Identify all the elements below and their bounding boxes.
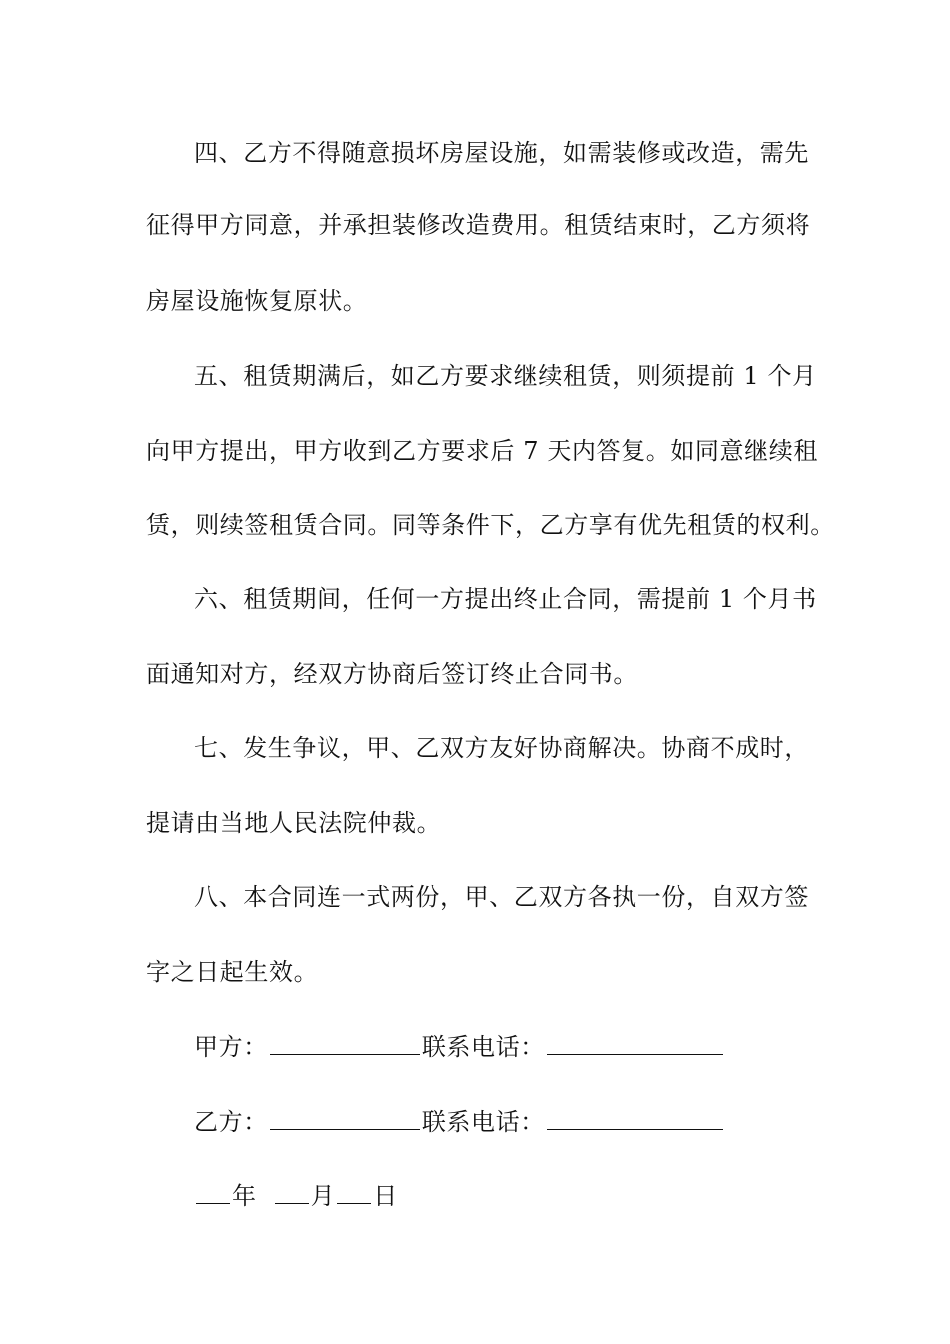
year-label: 年 <box>232 1182 257 1210</box>
day-blank[interactable] <box>337 1181 371 1204</box>
party-b-name-blank[interactable] <box>270 1107 420 1130</box>
clause-8-line-2: 字之日起生效。 <box>146 958 319 986</box>
clause-4-line-1: 四、乙方不得随意损坏房屋设施，如需装修或改造，需先 <box>194 139 809 167</box>
clause-7-line-2: 提请由当地人民法院仲裁。 <box>146 809 442 837</box>
clause-6-line-1: 六、租赁期间，任何一方提出终止合同，需提前 1 个月书 <box>194 585 817 613</box>
clause-5-line-3: 赁，则续签租赁合同。同等条件下，乙方享有优先租赁的权利。 <box>146 511 835 539</box>
clause-5-line-1: 五、租赁期满后，如乙方要求继续租赁，则须提前 1 个月 <box>194 362 817 390</box>
clause-8-line-1: 八、本合同连一式两份，甲、乙双方各执一份，自双方签 <box>194 883 809 911</box>
month-blank[interactable] <box>275 1181 309 1204</box>
clause-6-line-2: 面通知对方，经双方协商后签订终止合同书。 <box>146 660 638 688</box>
date-row <box>194 1178 806 1214</box>
party-b-phone-blank[interactable] <box>547 1107 723 1130</box>
clause-4-line-3: 房屋设施恢复原状。 <box>146 287 368 315</box>
month-label: 月 <box>310 1182 336 1210</box>
party-a-label: 甲方： <box>194 1033 268 1061</box>
party-a-name-blank[interactable] <box>270 1032 420 1055</box>
clause-5-line-2: 向甲方提出，甲方收到乙方要求后 7 天内答复。如同意继续租 <box>146 437 818 465</box>
party-b-phone-label: 联系电话： <box>421 1108 545 1136</box>
party-b-signature-row <box>194 1104 806 1140</box>
party-a-phone-blank[interactable] <box>547 1032 723 1055</box>
party-a-phone-label: 联系电话： <box>421 1033 545 1061</box>
day-label: 日 <box>373 1182 398 1210</box>
party-b-label: 乙方： <box>194 1108 268 1136</box>
party-a-signature-row <box>194 1029 806 1065</box>
clause-4-line-2: 征得甲方同意，并承担装修改造费用。租赁结束时，乙方须将 <box>146 211 811 239</box>
clause-7-line-1: 七、发生争议，甲、乙双方友好协商解决。协商不成时， <box>194 734 809 762</box>
year-blank[interactable] <box>196 1181 230 1204</box>
